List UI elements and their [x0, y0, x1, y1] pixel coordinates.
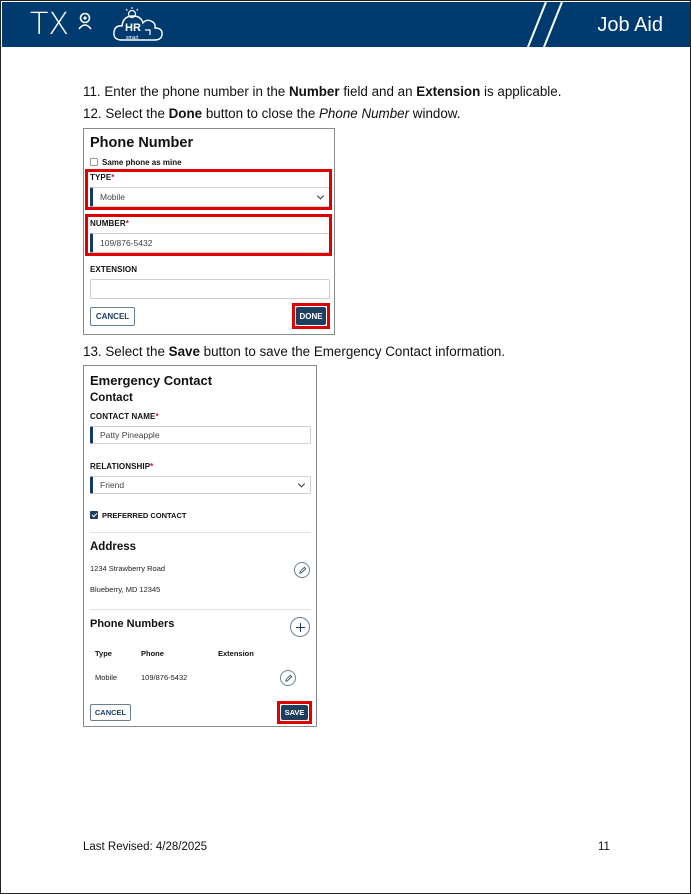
edit-address-button[interactable] — [294, 562, 310, 578]
edit-phone-button[interactable] — [280, 670, 296, 686]
step-number: 11. — [83, 84, 101, 99]
chevron-down-icon — [298, 480, 305, 487]
step-text: Select the — [105, 106, 169, 121]
address-line2: Blueberry, MD 12345 — [90, 585, 161, 594]
phone-row-type: Mobile — [95, 673, 118, 682]
hrsmart-logo — [110, 6, 166, 46]
page-number: 11 — [598, 841, 610, 853]
cancel-button[interactable]: CANCEL — [90, 704, 131, 721]
last-revised: Last Revised: 4/28/2025 — [83, 841, 208, 853]
step-text: window. — [409, 106, 461, 121]
step-text: button to close the — [202, 106, 319, 121]
required-mark: * — [155, 412, 159, 421]
address-heading: Address — [90, 541, 137, 553]
phone-col-type: Type — [95, 649, 112, 658]
save-button[interactable]: SAVE — [281, 705, 308, 720]
extension-input[interactable] — [90, 279, 330, 299]
header-banner — [2, 2, 691, 47]
emergency-contact-dialog — [83, 365, 317, 727]
phone-number-dialog — [83, 128, 335, 335]
relationship-value: Friend — [100, 480, 125, 490]
number-label-text: NUMBER — [90, 219, 126, 228]
contact-name-value: Patty Pineapple — [100, 430, 160, 440]
phone-col-extension: Extension — [218, 649, 254, 658]
same-phone-checkbox[interactable] — [90, 158, 98, 166]
number-highlight-box — [85, 214, 332, 256]
step-number: 12. — [83, 106, 102, 121]
step-text: Select the — [105, 344, 169, 359]
type-label-text: TYPE — [90, 173, 112, 182]
contact-subtitle: Contact — [90, 392, 133, 404]
step-13 — [83, 344, 505, 360]
tx-brand-text: TX — [30, 7, 69, 42]
hr-logo-text: HR — [125, 22, 141, 34]
contact-name-label-text: CONTACT NAME — [90, 412, 156, 421]
step-text: button to save the Emergency Contact information. — [199, 344, 506, 359]
emergency-dialog-title: Emergency Contact — [90, 373, 213, 388]
slash-decoration — [524, 2, 574, 47]
step-bold: Done — [168, 106, 203, 121]
required-mark: * — [125, 219, 129, 228]
type-highlight-box — [85, 169, 332, 210]
phone-numbers-heading: Phone Numbers — [90, 618, 175, 630]
hr-logo-subtext: smart — [126, 35, 139, 41]
step-number: 13. — [83, 344, 102, 359]
pencil-icon — [284, 674, 293, 683]
required-mark: * — [150, 462, 154, 471]
contact-name-input[interactable] — [90, 426, 311, 444]
preferred-contact-label: PREFERRED CONTACT — [102, 511, 187, 520]
step-11 — [83, 84, 561, 100]
step-text: field and an — [339, 84, 417, 99]
phone-col-phone: Phone — [141, 649, 164, 658]
cancel-button[interactable]: CANCEL — [90, 307, 135, 326]
divider — [90, 532, 311, 533]
required-mark: * — [111, 173, 115, 182]
step-bold: Save — [168, 344, 200, 359]
phone-dialog-title: Phone Number — [90, 135, 194, 151]
step-italic: Phone Number — [319, 106, 410, 121]
extension-label: EXTENSION — [90, 265, 138, 274]
step-text: is applicable. — [480, 84, 562, 99]
address-line1: 1234 Strawberry Road — [90, 564, 166, 573]
phone-row-phone: 109/876-5432 — [141, 673, 188, 682]
contact-name-label — [90, 412, 159, 421]
plus-icon — [295, 622, 306, 633]
step-bold: Number — [288, 84, 340, 99]
step-bold: Extension — [416, 84, 481, 99]
step-12 — [83, 106, 460, 122]
banner-title: Job Aid — [597, 14, 663, 36]
tx-logo-person-icon — [76, 12, 94, 30]
same-phone-label: Same phone as mine — [102, 158, 182, 167]
done-button[interactable]: DONE — [296, 307, 326, 325]
preferred-contact-checkbox[interactable] — [90, 511, 98, 519]
relationship-select[interactable] — [90, 476, 311, 494]
number-value: 109/876-5432 — [100, 238, 153, 248]
step-text: Enter the phone number in the — [104, 84, 289, 99]
add-phone-button[interactable] — [290, 617, 310, 637]
type-value: Mobile — [100, 192, 126, 202]
relationship-label — [90, 462, 153, 471]
divider — [90, 609, 311, 610]
pencil-icon — [298, 566, 307, 575]
relationship-label-text: RELATIONSHIP — [90, 462, 151, 471]
